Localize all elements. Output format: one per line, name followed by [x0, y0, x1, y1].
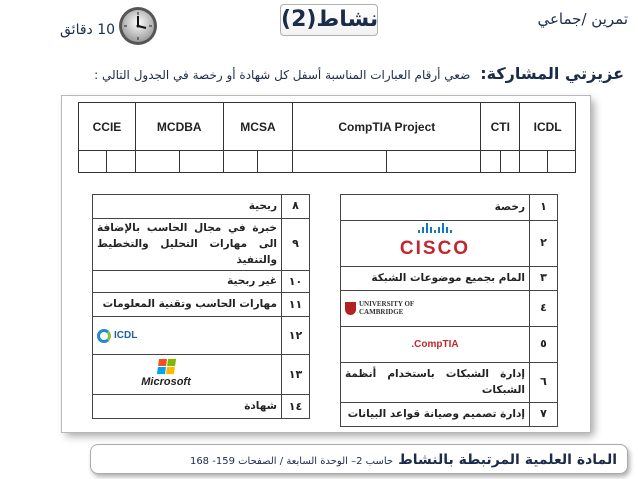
- header-cell-mcdba: MCDBA: [135, 103, 223, 151]
- item-text: ربحية: [93, 195, 282, 219]
- list-item: [93, 219, 310, 271]
- cambridge-shield-icon: [345, 302, 356, 315]
- item-number: ١: [530, 195, 558, 221]
- answer-blank-cell[interactable]: [223, 151, 258, 173]
- item-number: ١٢: [282, 317, 310, 355]
- cisco-wordmark: CISCO: [399, 238, 471, 260]
- item-number: ٩: [282, 219, 310, 271]
- header-cell-comptia-project: CompTIA Project: [293, 103, 481, 151]
- instruction: [94, 64, 624, 83]
- item-number: ٥: [530, 327, 558, 363]
- item-number: ١٣: [282, 355, 310, 395]
- item-number: ١٤: [282, 395, 310, 419]
- answer-blank-cell[interactable]: [481, 151, 501, 173]
- answer-blank-cell[interactable]: [135, 151, 179, 173]
- header-cell-mcsa: MCSA: [223, 103, 293, 151]
- header-cell-ccie: CCIE: [79, 103, 136, 151]
- list-item: [341, 195, 558, 221]
- answer-table: [78, 102, 576, 173]
- exercise-type-label: تمرين /جماعي: [537, 10, 628, 28]
- cisco-bars-icon: [400, 223, 470, 233]
- icdl-logo: ICDL: [97, 328, 197, 343]
- footer-title: المادة العلمية المرتبطة بالنشاط: [398, 452, 617, 468]
- item-number: ٧: [530, 403, 558, 427]
- item-text: خبرة في مجال الحاسب بالإضافة الى مهارات التحليل والتخطيط والتنفيذ: [93, 219, 282, 271]
- icdl-ring-icon: [97, 329, 111, 343]
- answer-blank-cell[interactable]: [107, 151, 135, 173]
- cambridge-logo: UNIVERSITY OF CAMBRIDGE: [345, 301, 465, 316]
- item-number: ١٠: [282, 271, 310, 293]
- list-item: [93, 317, 310, 355]
- list-item: [93, 195, 310, 219]
- item-text: مهارات الحاسب وتقنية المعلومات: [93, 293, 282, 317]
- microsoft-logo: Microsoft: [131, 359, 201, 391]
- answer-blank-cell[interactable]: [293, 151, 387, 173]
- item-text: إدارة تصميم وصيانة قواعد البيانات: [341, 403, 530, 427]
- reference-footer: [90, 444, 628, 474]
- item-text: المام بجميع موضوعات الشبكة: [341, 267, 530, 291]
- list-item: [341, 403, 558, 427]
- item-text: رخصة: [341, 195, 530, 221]
- instruction-text: ضعي أرقام العبارات المناسبة أسفل كل شهادة أو رخصة في الجدول التالي :: [94, 68, 471, 82]
- statements-list-right: [340, 194, 558, 427]
- cisco-logo: [400, 223, 470, 264]
- clock-icon: [118, 6, 158, 46]
- item-number: ٤: [530, 291, 558, 327]
- item-text: غير ربحية: [93, 271, 282, 293]
- answer-blank-cell[interactable]: [387, 151, 481, 173]
- activity-title: نشاط(2): [280, 4, 378, 36]
- item-number: ١١: [282, 293, 310, 317]
- answer-blank-cell[interactable]: [179, 151, 223, 173]
- item-number: ٦: [530, 363, 558, 403]
- list-item: [93, 355, 310, 395]
- list-item: [341, 291, 558, 327]
- item-number: ٢: [530, 221, 558, 267]
- answer-blank-cell[interactable]: [500, 151, 520, 173]
- answer-blank-cell[interactable]: [79, 151, 107, 173]
- comptia-logo: CompTIA.: [411, 338, 459, 350]
- list-item: [341, 363, 558, 403]
- list-item: [93, 395, 310, 419]
- duration-label: 10 دقائق: [60, 22, 116, 38]
- list-item: [93, 271, 310, 293]
- answer-blank-cell[interactable]: [548, 151, 576, 173]
- header-cell-cti: CTI: [481, 103, 520, 151]
- item-number: ٣: [530, 267, 558, 291]
- list-item: [93, 293, 310, 317]
- answer-blank-cell[interactable]: [520, 151, 548, 173]
- item-text: شهادة: [93, 395, 282, 419]
- worksheet: [62, 96, 590, 432]
- item-number: ٨: [282, 195, 310, 219]
- item-text: إدارة الشبكات باستخدام أنظمة الشبكات: [341, 363, 530, 403]
- list-item: [341, 327, 558, 363]
- answer-blank-cell[interactable]: [258, 151, 293, 173]
- list-item: [341, 221, 558, 267]
- statements-list-left: [92, 194, 310, 419]
- footer-details: حاسب 2– الوحدة السابعة / الصفحات 159- 168: [189, 456, 394, 467]
- instruction-lead: عزيزتي المشاركة:: [480, 64, 624, 83]
- windows-flag-icon: [156, 359, 175, 374]
- header-cell-icdl: ICDL: [520, 103, 576, 151]
- list-item: [341, 267, 558, 291]
